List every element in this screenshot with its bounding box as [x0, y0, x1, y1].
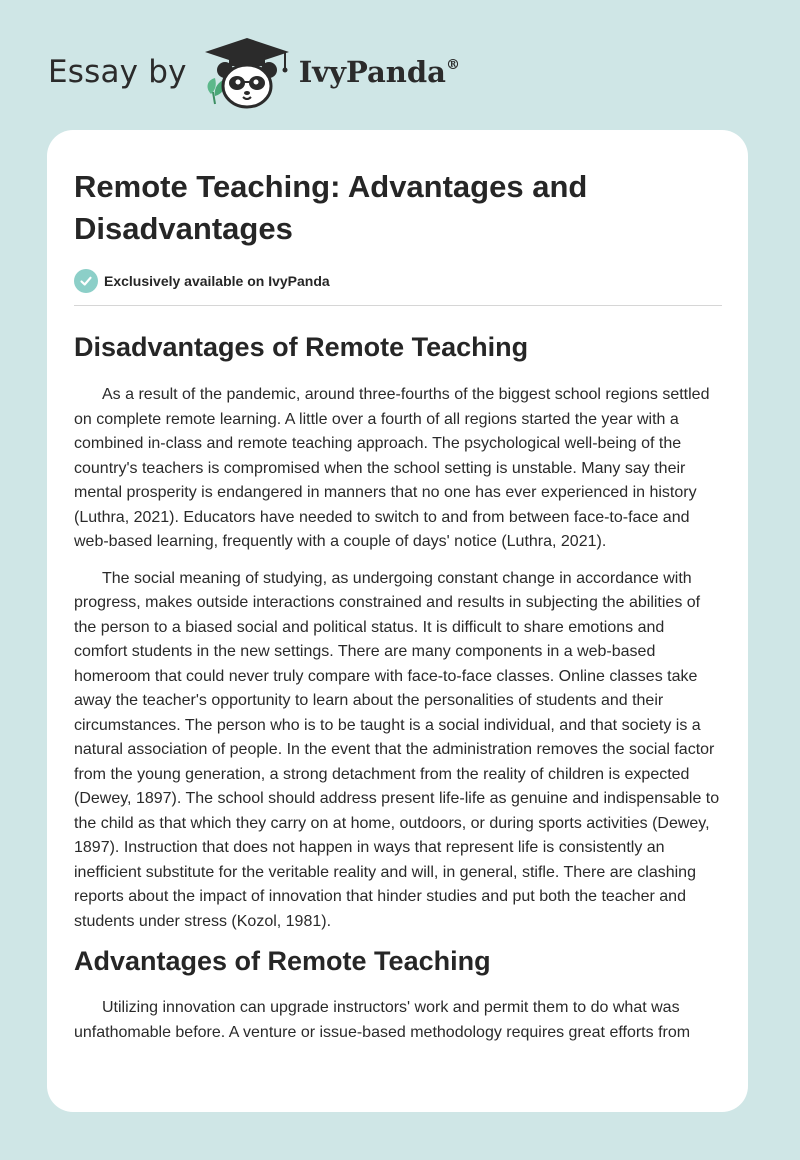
essay-by-label: Essay by: [48, 54, 187, 90]
registered-mark: ®: [445, 57, 460, 74]
panda-graduate-icon: [201, 34, 293, 110]
section-heading-advantages: Advantages of Remote Teaching: [74, 946, 491, 976]
check-icon: [74, 269, 98, 293]
essay-card: [47, 130, 748, 1112]
brand-logo-text: [299, 55, 460, 89]
exclusive-label: Exclusively available on IvyPanda: [104, 273, 330, 289]
paragraph: As a result of the pandemic, around three-fourths of the biggest school regions settled on complete remote learning. A little over a fourth of all regions started the year with a combined in-class and remote teaching approach. The psychological well-being of the country's teachers is compromised when the school setting is unstable. Many say their mental prosperity is endangered in manners that no one has ever experienced in history (Luthra, 2021). Educators have needed to switch to and from between face-to-face and web-based learning, frequently with a couple of days' notice (Luthra, 2021).: [74, 386, 710, 550]
exclusive-badge: [74, 268, 722, 294]
paragraph: Utilizing innovation can upgrade instructors' work and permit them to do what was unfathomable before. A venture or issue-based methodology requires great efforts from: [74, 999, 691, 1041]
paragraph: The social meaning of studying, as undergoing constant change in accordance with progress, makes outside interactions constrained and results in subjecting the abilities of the person to a biased social and political status. It is difficult to share emotions and comfort students in the new settings. There are many components in a web-based homeroom that could never truly compare with face-to-face classes. Online classes take away the teacher's opportunity to learn about the personalities of students and their circumstances. The person who is to be taught is a social individual, and that society is a natural association of people. In the event that the administration removes the social factor from the young generation, a strong detachment from the reality of children is expected (Dewey, 1897). The school should address present life-life as genuine and indispensable to the child as that which they carry on at home, outdoors, or during sports activities (Dewey, 1897). Instruction that does not happen in ways that represent life is consistently an inefficient substitute for the veritable reality and will, in general, stifle. There are clashing reports about the impact of innovation that hinder studies and put both the teacher and students under stress (Kozol, 1981).: [74, 569, 720, 930]
essay-title: Remote Teaching: Advantages and Disadvantages: [74, 169, 588, 246]
site-header: [48, 34, 460, 110]
divider: [74, 305, 722, 306]
section-heading-disadvantages: Disadvantages of Remote Teaching: [74, 332, 529, 362]
brand-name: IvyPanda: [298, 55, 446, 89]
